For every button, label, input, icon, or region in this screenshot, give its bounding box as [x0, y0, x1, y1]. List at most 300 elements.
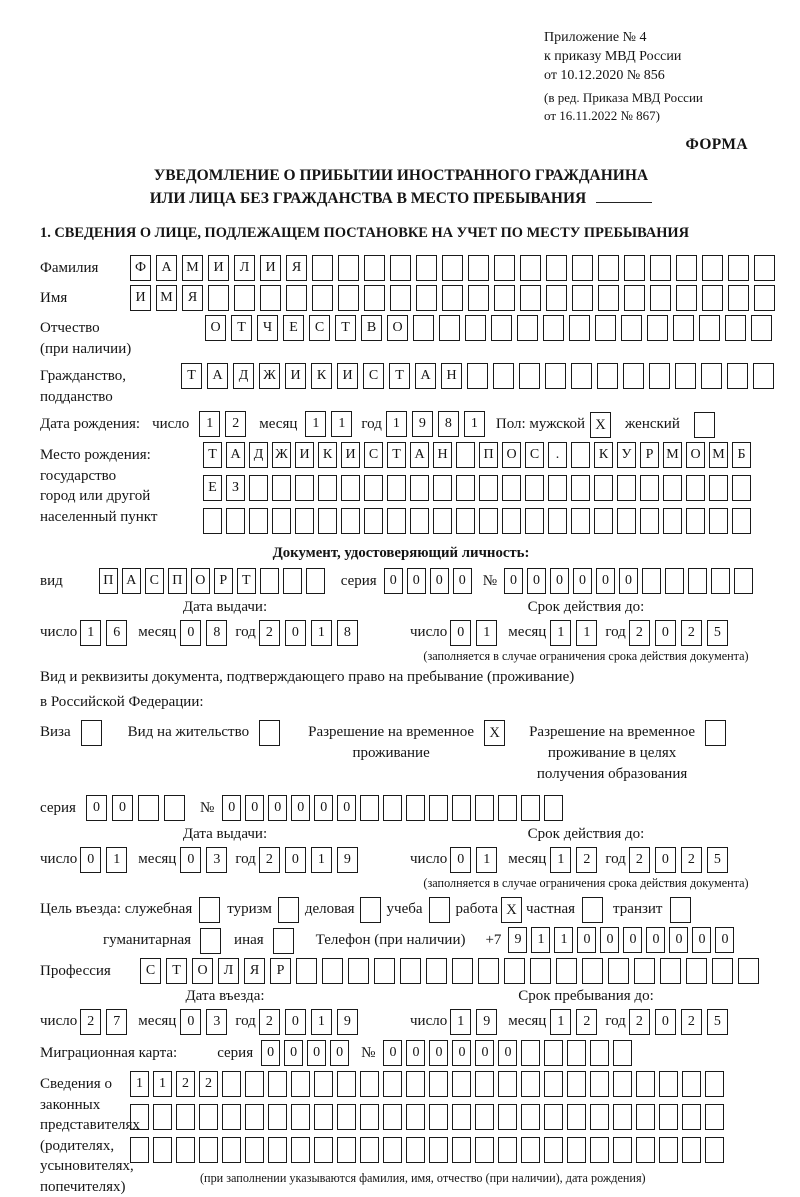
char-cell[interactable] [306, 568, 325, 594]
char-cell[interactable] [222, 1137, 241, 1163]
char-cell[interactable] [571, 363, 592, 389]
char-cell[interactable] [406, 795, 425, 821]
char-cell[interactable] [406, 1071, 425, 1097]
char-cell[interactable]: 0 [655, 1009, 676, 1035]
char-cell[interactable]: И [260, 255, 281, 281]
char-cell[interactable] [416, 285, 437, 311]
char-cell[interactable]: И [130, 285, 151, 311]
checkbox-purpose-transit[interactable] [670, 897, 691, 923]
char-cell[interactable] [676, 285, 697, 311]
char-cell[interactable] [390, 255, 411, 281]
char-cell[interactable] [613, 1137, 632, 1163]
char-cell[interactable] [318, 508, 337, 534]
char-cell[interactable]: О [192, 958, 213, 984]
char-cell[interactable] [617, 475, 636, 501]
char-cell[interactable] [530, 958, 551, 984]
char-cell[interactable]: С [309, 315, 330, 341]
char-cell[interactable] [665, 568, 684, 594]
char-cell[interactable]: 2 [259, 847, 280, 873]
char-cell[interactable]: И [285, 363, 306, 389]
char-cell[interactable] [598, 255, 619, 281]
char-cell[interactable] [291, 1104, 310, 1130]
char-cell[interactable]: 1 [550, 847, 571, 873]
char-cell[interactable] [624, 255, 645, 281]
checkbox-purpose-other[interactable] [273, 928, 294, 954]
char-cell[interactable] [738, 958, 759, 984]
char-cell[interactable] [498, 1104, 517, 1130]
char-cell[interactable] [314, 1104, 333, 1130]
char-cell[interactable]: 2 [629, 620, 650, 646]
char-cell[interactable]: 1 [476, 620, 497, 646]
char-cell[interactable]: 0 [646, 927, 665, 953]
char-cell[interactable] [521, 795, 540, 821]
char-cell[interactable]: 2 [681, 847, 702, 873]
char-cell[interactable] [711, 568, 730, 594]
char-cell[interactable]: 0 [715, 927, 734, 953]
char-cell[interactable] [701, 363, 722, 389]
char-cell[interactable] [636, 1071, 655, 1097]
char-cell[interactable]: 0 [669, 927, 688, 953]
char-cell[interactable] [613, 1040, 632, 1066]
char-cell[interactable]: 2 [80, 1009, 101, 1035]
char-cell[interactable] [272, 508, 291, 534]
char-cell[interactable] [222, 1071, 241, 1097]
char-cell[interactable] [688, 568, 707, 594]
char-cell[interactable]: 0 [285, 1009, 306, 1035]
char-cell[interactable] [594, 508, 613, 534]
char-cell[interactable] [502, 508, 521, 534]
char-cell[interactable] [456, 508, 475, 534]
char-cell[interactable]: С [364, 442, 383, 468]
char-cell[interactable] [590, 1040, 609, 1066]
char-cell[interactable]: 0 [430, 568, 449, 594]
char-cell[interactable]: 0 [180, 620, 201, 646]
char-cell[interactable]: 0 [261, 1040, 280, 1066]
char-cell[interactable] [624, 285, 645, 311]
checkbox-temporary-residence[interactable]: X [484, 720, 505, 746]
char-cell[interactable] [613, 1104, 632, 1130]
char-cell[interactable]: Ж [259, 363, 280, 389]
char-cell[interactable] [663, 508, 682, 534]
char-cell[interactable] [475, 1104, 494, 1130]
char-cell[interactable] [498, 1137, 517, 1163]
char-cell[interactable] [413, 315, 434, 341]
char-cell[interactable]: Т [231, 315, 252, 341]
char-cell[interactable] [291, 1137, 310, 1163]
char-cell[interactable]: 1 [576, 620, 597, 646]
char-cell[interactable] [467, 363, 488, 389]
char-cell[interactable] [567, 1137, 586, 1163]
char-cell[interactable] [452, 795, 471, 821]
char-cell[interactable] [590, 1071, 609, 1097]
char-cell[interactable] [546, 285, 567, 311]
char-cell[interactable] [341, 508, 360, 534]
char-cell[interactable]: Б [732, 442, 751, 468]
char-cell[interactable] [364, 285, 385, 311]
char-cell[interactable] [544, 1071, 563, 1097]
char-cell[interactable]: З [226, 475, 245, 501]
char-cell[interactable] [456, 475, 475, 501]
char-cell[interactable]: Д [233, 363, 254, 389]
char-cell[interactable] [406, 1104, 425, 1130]
char-cell[interactable]: 5 [707, 620, 728, 646]
char-cell[interactable]: 0 [291, 795, 310, 821]
char-cell[interactable]: 1 [311, 847, 332, 873]
char-cell[interactable] [567, 1071, 586, 1097]
char-cell[interactable] [245, 1104, 264, 1130]
char-cell[interactable] [543, 315, 564, 341]
char-cell[interactable] [732, 475, 751, 501]
char-cell[interactable] [699, 315, 720, 341]
char-cell[interactable] [546, 255, 567, 281]
char-cell[interactable]: Р [214, 568, 233, 594]
char-cell[interactable] [164, 795, 185, 821]
char-cell[interactable]: Т [166, 958, 187, 984]
char-cell[interactable] [387, 508, 406, 534]
char-cell[interactable]: Л [234, 255, 255, 281]
checkbox-purpose-humanitarian[interactable] [200, 928, 221, 954]
char-cell[interactable] [732, 508, 751, 534]
char-cell[interactable] [439, 315, 460, 341]
char-cell[interactable] [608, 958, 629, 984]
char-cell[interactable] [502, 475, 521, 501]
char-cell[interactable]: 5 [707, 1009, 728, 1035]
char-cell[interactable] [364, 508, 383, 534]
char-cell[interactable] [314, 1071, 333, 1097]
char-cell[interactable]: С [525, 442, 544, 468]
char-cell[interactable] [520, 285, 541, 311]
char-cell[interactable] [548, 475, 567, 501]
char-cell[interactable] [234, 285, 255, 311]
char-cell[interactable]: 0 [452, 1040, 471, 1066]
char-cell[interactable]: 1 [106, 847, 127, 873]
char-cell[interactable] [452, 958, 473, 984]
char-cell[interactable]: 1 [531, 927, 550, 953]
char-cell[interactable]: 1 [450, 1009, 471, 1035]
char-cell[interactable] [548, 508, 567, 534]
char-cell[interactable]: 0 [623, 927, 642, 953]
char-cell[interactable]: 0 [453, 568, 472, 594]
char-cell[interactable] [520, 255, 541, 281]
char-cell[interactable]: 0 [527, 568, 546, 594]
char-cell[interactable] [452, 1104, 471, 1130]
char-cell[interactable]: 0 [284, 1040, 303, 1066]
char-cell[interactable] [498, 1071, 517, 1097]
char-cell[interactable] [709, 475, 728, 501]
char-cell[interactable] [400, 958, 421, 984]
char-cell[interactable] [634, 958, 655, 984]
char-cell[interactable] [138, 795, 159, 821]
char-cell[interactable] [130, 1137, 149, 1163]
char-cell[interactable]: 1 [464, 411, 485, 437]
char-cell[interactable] [272, 475, 291, 501]
char-cell[interactable] [712, 958, 733, 984]
checkbox-gender-male[interactable]: X [590, 412, 611, 438]
char-cell[interactable]: Я [182, 285, 203, 311]
checkbox-purpose-study[interactable] [429, 897, 450, 923]
char-cell[interactable]: 1 [550, 1009, 571, 1035]
char-cell[interactable] [364, 255, 385, 281]
char-cell[interactable] [521, 1104, 540, 1130]
char-cell[interactable]: 9 [508, 927, 527, 953]
char-cell[interactable]: 0 [307, 1040, 326, 1066]
char-cell[interactable]: 2 [576, 1009, 597, 1035]
char-cell[interactable]: 0 [80, 847, 101, 873]
char-cell[interactable] [383, 1071, 402, 1097]
char-cell[interactable]: 2 [681, 1009, 702, 1035]
char-cell[interactable]: 0 [86, 795, 107, 821]
char-cell[interactable]: О [502, 442, 521, 468]
char-cell[interactable]: 0 [596, 568, 615, 594]
char-cell[interactable] [341, 475, 360, 501]
char-cell[interactable]: 8 [337, 620, 358, 646]
char-cell[interactable] [682, 1104, 701, 1130]
char-cell[interactable] [659, 1071, 678, 1097]
char-cell[interactable]: 0 [180, 847, 201, 873]
char-cell[interactable]: А [207, 363, 228, 389]
char-cell[interactable] [636, 1137, 655, 1163]
char-cell[interactable] [753, 363, 774, 389]
char-cell[interactable] [291, 1071, 310, 1097]
char-cell[interactable]: 2 [629, 847, 650, 873]
char-cell[interactable]: 0 [180, 1009, 201, 1035]
char-cell[interactable]: 0 [450, 620, 471, 646]
char-cell[interactable]: Ф [130, 255, 151, 281]
char-cell[interactable] [544, 1137, 563, 1163]
char-cell[interactable] [659, 1104, 678, 1130]
char-cell[interactable]: 0 [112, 795, 133, 821]
char-cell[interactable] [295, 508, 314, 534]
char-cell[interactable]: Т [387, 442, 406, 468]
char-cell[interactable] [364, 475, 383, 501]
char-cell[interactable]: 8 [438, 411, 459, 437]
char-cell[interactable] [598, 285, 619, 311]
char-cell[interactable]: 0 [330, 1040, 349, 1066]
char-cell[interactable]: И [208, 255, 229, 281]
char-cell[interactable]: 9 [337, 847, 358, 873]
char-cell[interactable]: 0 [600, 927, 619, 953]
char-cell[interactable] [479, 475, 498, 501]
char-cell[interactable] [314, 1137, 333, 1163]
char-cell[interactable]: . [548, 442, 567, 468]
char-cell[interactable] [475, 1137, 494, 1163]
char-cell[interactable] [521, 1137, 540, 1163]
char-cell[interactable] [465, 315, 486, 341]
char-cell[interactable] [498, 795, 517, 821]
char-cell[interactable] [572, 285, 593, 311]
char-cell[interactable]: О [191, 568, 210, 594]
char-cell[interactable]: М [663, 442, 682, 468]
char-cell[interactable]: О [205, 315, 226, 341]
char-cell[interactable] [594, 475, 613, 501]
char-cell[interactable] [751, 315, 772, 341]
char-cell[interactable] [709, 508, 728, 534]
char-cell[interactable]: Я [286, 255, 307, 281]
char-cell[interactable]: 0 [406, 1040, 425, 1066]
char-cell[interactable]: 2 [259, 620, 280, 646]
char-cell[interactable]: Л [218, 958, 239, 984]
char-cell[interactable] [153, 1104, 172, 1130]
char-cell[interactable] [597, 363, 618, 389]
char-cell[interactable]: 2 [176, 1071, 195, 1097]
char-cell[interactable] [595, 315, 616, 341]
char-cell[interactable]: 0 [407, 568, 426, 594]
char-cell[interactable]: Т [335, 315, 356, 341]
char-cell[interactable]: Н [441, 363, 462, 389]
char-cell[interactable]: И [341, 442, 360, 468]
char-cell[interactable] [283, 568, 302, 594]
char-cell[interactable] [468, 255, 489, 281]
checkbox-purpose-official[interactable] [199, 897, 220, 923]
char-cell[interactable] [702, 255, 723, 281]
char-cell[interactable] [249, 475, 268, 501]
char-cell[interactable]: А [415, 363, 436, 389]
char-cell[interactable] [494, 285, 515, 311]
char-cell[interactable]: 1 [80, 620, 101, 646]
char-cell[interactable] [426, 958, 447, 984]
char-cell[interactable] [153, 1137, 172, 1163]
char-cell[interactable] [544, 795, 563, 821]
char-cell[interactable] [406, 1137, 425, 1163]
char-cell[interactable] [208, 285, 229, 311]
char-cell[interactable] [571, 508, 590, 534]
char-cell[interactable]: 9 [337, 1009, 358, 1035]
char-cell[interactable]: 0 [384, 568, 403, 594]
char-cell[interactable] [705, 1104, 724, 1130]
char-cell[interactable] [338, 285, 359, 311]
char-cell[interactable]: 2 [259, 1009, 280, 1035]
char-cell[interactable]: 1 [386, 411, 407, 437]
char-cell[interactable] [650, 285, 671, 311]
char-cell[interactable] [295, 475, 314, 501]
char-cell[interactable] [571, 442, 590, 468]
char-cell[interactable]: 1 [153, 1071, 172, 1097]
char-cell[interactable]: 0 [655, 847, 676, 873]
char-cell[interactable]: С [363, 363, 384, 389]
checkbox-gender-female[interactable] [694, 412, 715, 438]
char-cell[interactable] [590, 1137, 609, 1163]
char-cell[interactable]: А [122, 568, 141, 594]
char-cell[interactable]: 9 [412, 411, 433, 437]
char-cell[interactable] [647, 315, 668, 341]
char-cell[interactable] [383, 795, 402, 821]
char-cell[interactable] [519, 363, 540, 389]
char-cell[interactable]: 9 [476, 1009, 497, 1035]
char-cell[interactable] [360, 1104, 379, 1130]
char-cell[interactable]: 7 [106, 1009, 127, 1035]
char-cell[interactable]: С [140, 958, 161, 984]
char-cell[interactable]: Т [237, 568, 256, 594]
char-cell[interactable]: 0 [337, 795, 356, 821]
char-cell[interactable]: К [318, 442, 337, 468]
char-cell[interactable] [621, 315, 642, 341]
char-cell[interactable]: 0 [285, 620, 306, 646]
char-cell[interactable]: 0 [692, 927, 711, 953]
char-cell[interactable]: 0 [268, 795, 287, 821]
char-cell[interactable] [544, 1040, 563, 1066]
char-cell[interactable] [176, 1137, 195, 1163]
char-cell[interactable] [571, 475, 590, 501]
char-cell[interactable] [452, 1071, 471, 1097]
char-cell[interactable]: 0 [655, 620, 676, 646]
char-cell[interactable] [636, 1104, 655, 1130]
char-cell[interactable]: Е [283, 315, 304, 341]
char-cell[interactable]: 0 [498, 1040, 517, 1066]
char-cell[interactable] [725, 315, 746, 341]
char-cell[interactable] [245, 1071, 264, 1097]
char-cell[interactable] [613, 1071, 632, 1097]
char-cell[interactable]: 1 [554, 927, 573, 953]
char-cell[interactable] [433, 508, 452, 534]
checkbox-purpose-tourism[interactable] [278, 897, 299, 923]
char-cell[interactable] [383, 1137, 402, 1163]
char-cell[interactable]: 2 [576, 847, 597, 873]
char-cell[interactable] [686, 508, 705, 534]
char-cell[interactable] [337, 1137, 356, 1163]
char-cell[interactable]: Р [640, 442, 659, 468]
char-cell[interactable] [245, 1137, 264, 1163]
char-cell[interactable] [268, 1137, 287, 1163]
char-cell[interactable] [754, 285, 775, 311]
char-cell[interactable]: Р [270, 958, 291, 984]
char-cell[interactable]: 2 [681, 620, 702, 646]
char-cell[interactable]: 6 [106, 620, 127, 646]
char-cell[interactable] [617, 508, 636, 534]
char-cell[interactable]: М [709, 442, 728, 468]
char-cell[interactable] [387, 475, 406, 501]
char-cell[interactable] [682, 1071, 701, 1097]
char-cell[interactable] [416, 255, 437, 281]
char-cell[interactable] [260, 568, 279, 594]
char-cell[interactable] [312, 285, 333, 311]
char-cell[interactable] [442, 255, 463, 281]
char-cell[interactable]: 0 [577, 927, 596, 953]
char-cell[interactable] [521, 1040, 540, 1066]
char-cell[interactable]: 0 [475, 1040, 494, 1066]
char-cell[interactable]: Д [249, 442, 268, 468]
char-cell[interactable]: А [156, 255, 177, 281]
char-cell[interactable] [374, 958, 395, 984]
char-cell[interactable]: М [156, 285, 177, 311]
char-cell[interactable] [318, 475, 337, 501]
char-cell[interactable] [312, 255, 333, 281]
char-cell[interactable]: К [594, 442, 613, 468]
char-cell[interactable] [322, 958, 343, 984]
char-cell[interactable] [649, 363, 670, 389]
char-cell[interactable]: Е [203, 475, 222, 501]
char-cell[interactable] [525, 508, 544, 534]
char-cell[interactable] [682, 1137, 701, 1163]
char-cell[interactable]: 1 [476, 847, 497, 873]
char-cell[interactable]: А [410, 442, 429, 468]
char-cell[interactable]: 8 [206, 620, 227, 646]
char-cell[interactable]: Н [433, 442, 452, 468]
char-cell[interactable]: О [686, 442, 705, 468]
char-cell[interactable]: 0 [429, 1040, 448, 1066]
char-cell[interactable] [475, 795, 494, 821]
char-cell[interactable]: П [479, 442, 498, 468]
char-cell[interactable]: 0 [314, 795, 333, 821]
char-cell[interactable]: П [99, 568, 118, 594]
char-cell[interactable]: 1 [305, 411, 326, 437]
char-cell[interactable] [429, 1104, 448, 1130]
char-cell[interactable]: И [337, 363, 358, 389]
char-cell[interactable]: Т [389, 363, 410, 389]
char-cell[interactable] [590, 1104, 609, 1130]
char-cell[interactable]: 2 [629, 1009, 650, 1035]
char-cell[interactable]: 0 [383, 1040, 402, 1066]
char-cell[interactable] [360, 795, 379, 821]
